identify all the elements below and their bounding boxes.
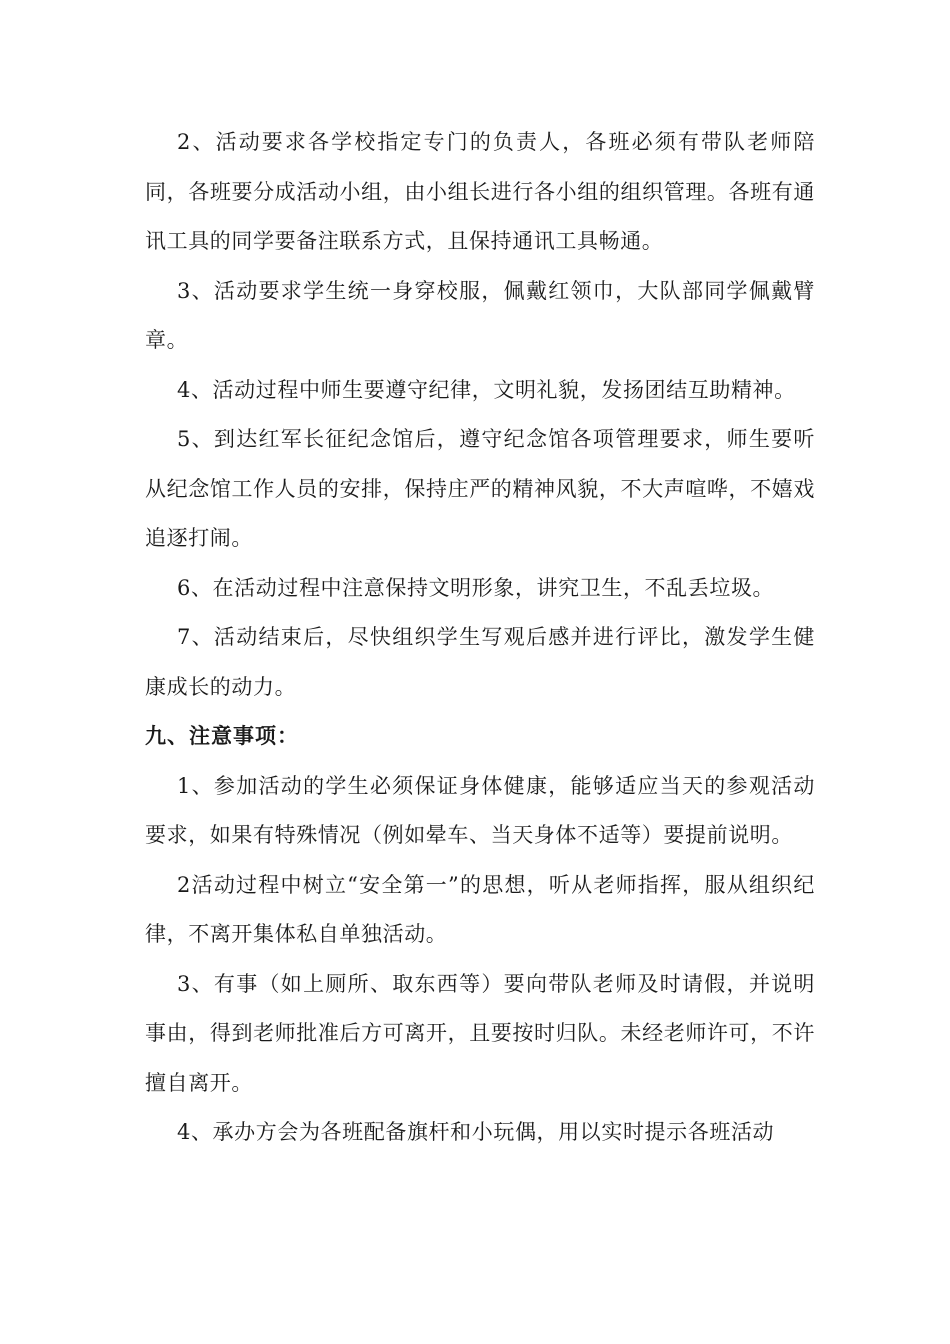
section-8-item-6: 6、在活动过程中注意保持文明形象，讲究卫生，不乱丢垃圾。	[177, 575, 775, 600]
section-8-item-2: 2、活动要求各学校指定专门的负责人，各班必须有带队老师陪同，各班要分成活动小组，由小组长进行各小组的组织管理。各班有通讯工具的同学要备注联系方式，且保持通讯工具畅通。	[145, 130, 815, 253]
document-body	[145, 118, 815, 1158]
section-9-heading: 九、注意事项：	[145, 724, 299, 748]
section-8-item-5: 5、到达红军长征纪念馆后，遵守纪念馆各项管理要求，师生要听从纪念馆工作人员的安排，保持庄严的精神风貌，不大声喧哗，不嬉戏追逐打闹。	[145, 427, 815, 550]
section-9-item-2: 2活动过程中树立“安全第一”的思想，听从老师指挥，服从组织纪律，不离开集体私自单独活动。	[145, 872, 815, 946]
section-9-item-3: 3、有事（如上厕所、取东西等）要向带队老师及时请假，并说明事由，得到老师批准后方可离开，且要按时归队。未经老师许可，不许擅自离开。	[145, 971, 815, 1095]
section-8-item-7: 7、活动结束后，尽快组织学生写观后感并进行评比，激发学生健康成长的动力。	[145, 625, 815, 699]
section-8-item-4: 4、活动过程中师生要遵守纪律，文明礼貌，发扬团结互助精神。	[177, 377, 796, 402]
section-9-item-4: 4、承办方会为各班配备旗杆和小玩偶，用以实时提示各班活动	[177, 1120, 775, 1144]
section-8-item-3: 3、活动要求学生统一身穿校服，佩戴红领巾，大队部同学佩戴臂章。	[145, 278, 815, 352]
section-9-item-1: 1、参加活动的学生必须保证身体健康，能够适应当天的参观活动要求，如果有特殊情况（例如晕车、当天身体不适等）要提前说明。	[145, 773, 815, 847]
